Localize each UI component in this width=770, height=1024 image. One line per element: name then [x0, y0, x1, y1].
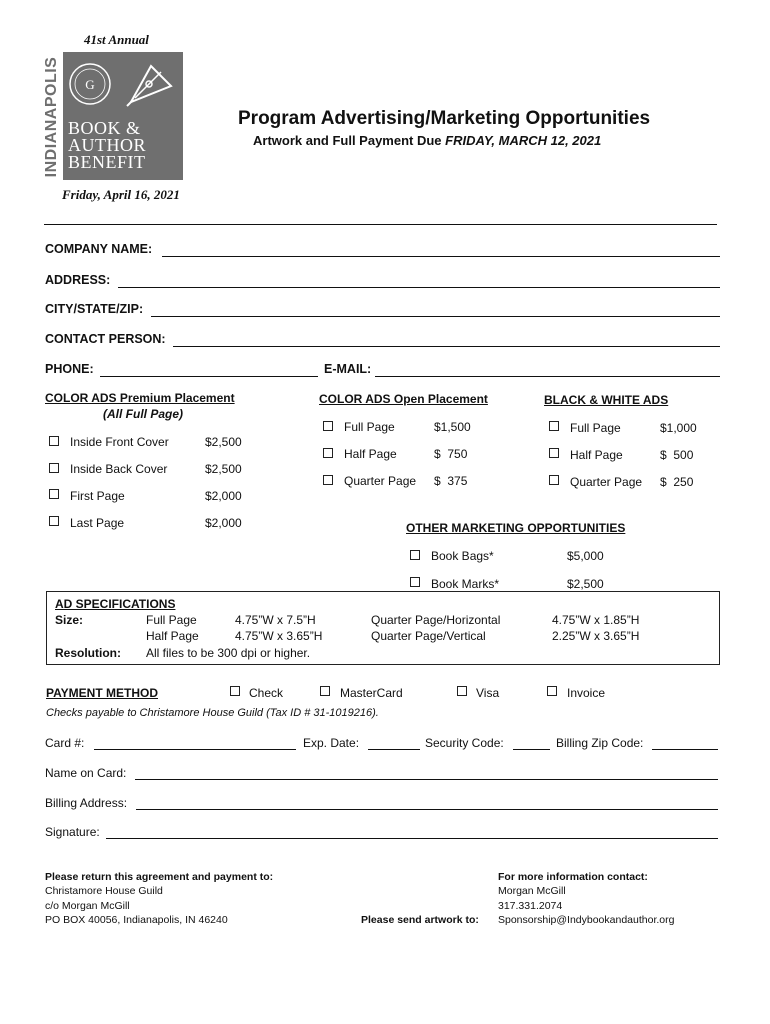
open-item-label: Full Page: [344, 420, 395, 434]
billing-address-field[interactable]: [136, 809, 718, 810]
open-item-price: $ 375: [434, 474, 468, 488]
bw-item-price: $ 250: [660, 475, 694, 489]
premium-item-label: First Page: [70, 489, 125, 503]
logo-text: [68, 120, 180, 171]
premium-inside-back-checkbox[interactable]: [49, 463, 59, 473]
exp-date-label: Exp. Date:: [303, 736, 360, 750]
bw-item-label: Quarter Page: [570, 475, 643, 489]
payment-heading: PAYMENT METHOD: [46, 686, 159, 700]
specs-qp-vertical-dim: 2.25”W x 3.65”H: [552, 629, 640, 643]
other-heading: OTHER MARKETING OPPORTUNITIES: [406, 521, 626, 535]
return-line-2: c/o Morgan McGill: [45, 900, 130, 912]
other-item-price: $2,500: [567, 577, 604, 591]
other-item-label: Book Bags*: [431, 549, 494, 563]
specs-half-page-dim: 4.75”W x 3.65”H: [235, 629, 323, 643]
bw-item-price: $1,000: [660, 421, 697, 435]
logo-city-text: INDIANAPOLIS: [43, 56, 60, 178]
bw-half-page-checkbox[interactable]: [549, 448, 559, 458]
payment-option-mastercard: MasterCard: [340, 686, 403, 700]
signature-label: Signature:: [45, 825, 100, 839]
card-number-field[interactable]: [94, 749, 296, 750]
address-label: ADDRESS:: [45, 273, 111, 287]
premium-item-price: $2,000: [205, 489, 242, 503]
signature-field[interactable]: [106, 838, 718, 839]
invoice-checkbox[interactable]: [547, 686, 557, 696]
company-label: COMPANY NAME:: [45, 242, 153, 256]
seal-icon: [68, 62, 112, 106]
logo-line-1: BOOK &: [68, 118, 141, 138]
premium-subheading: (All Full Page): [103, 407, 184, 421]
bw-item-price: $ 500: [660, 448, 694, 462]
info-email: Sponsorship@Indybookandauthor.org: [498, 914, 675, 926]
email-label: E-MAIL:: [324, 362, 372, 376]
address-field[interactable]: [118, 287, 720, 288]
logo-line-3: BENEFIT: [68, 152, 146, 172]
specs-half-page: Half Page: [146, 629, 199, 643]
premium-item-label: Last Page: [70, 516, 125, 530]
open-item-price: $1,500: [434, 420, 471, 434]
specs-qp-horizontal: Quarter Page/Horizontal: [371, 613, 501, 627]
book-bags-checkbox[interactable]: [410, 550, 420, 560]
premium-heading: COLOR ADS Premium Placement: [45, 391, 235, 405]
card-label: Card #:: [45, 736, 85, 750]
send-artwork-label: Please send artwork to:: [361, 914, 479, 926]
open-heading: COLOR ADS Open Placement: [319, 392, 488, 406]
bw-heading: BLACK & WHITE ADS: [544, 393, 669, 407]
billing-zip-label: Billing Zip Code:: [556, 736, 644, 750]
logo-line-2: AUTHOR: [68, 135, 146, 155]
phone-label: PHONE:: [45, 362, 94, 376]
open-item-label: Half Page: [344, 447, 397, 461]
payment-option-visa: Visa: [476, 686, 500, 700]
page-subtitle: [253, 133, 601, 148]
security-code-label: Security Code:: [425, 736, 504, 750]
contact-person-label: CONTACT PERSON:: [45, 332, 166, 346]
specs-full-page: Full Page: [146, 613, 197, 627]
specs-size-label: Size:: [55, 613, 84, 627]
email-field[interactable]: [375, 376, 720, 377]
other-item-label: Book Marks*: [431, 577, 500, 591]
info-heading: For more information contact:: [498, 871, 648, 883]
specs-heading: AD SPECIFICATIONS: [55, 597, 176, 611]
open-item-price: $ 750: [434, 447, 468, 461]
event-date: Friday, April 16, 2021: [62, 187, 180, 202]
subtitle-prefix: Artwork and Full Payment Due: [253, 133, 446, 148]
return-line-1: Christamore House Guild: [45, 885, 163, 897]
premium-last-page-checkbox[interactable]: [49, 516, 59, 526]
premium-item-price: $2,000: [205, 516, 242, 530]
premium-item-price: $2,500: [205, 435, 242, 449]
payment-option-check: Check: [249, 686, 284, 700]
specs-qp-vertical: Quarter Page/Vertical: [371, 629, 486, 643]
contact-person-field[interactable]: [173, 346, 720, 347]
annual-label: 41st Annual: [84, 32, 149, 47]
due-date: FRIDAY, MARCH 12, 2021: [445, 133, 602, 148]
open-full-page-checkbox[interactable]: [323, 421, 333, 431]
bw-full-page-checkbox[interactable]: [549, 421, 559, 431]
company-field[interactable]: [162, 256, 720, 257]
open-item-label: Quarter Page: [344, 474, 417, 488]
premium-item-price: $2,500: [205, 462, 242, 476]
bw-item-label: Half Page: [570, 448, 623, 462]
premium-item-label: Inside Front Cover: [70, 435, 169, 449]
info-name: Morgan McGill: [498, 885, 566, 897]
svg-text:G: G: [85, 77, 95, 92]
other-item-price: $5,000: [567, 549, 604, 563]
premium-item-label: Inside Back Cover: [70, 462, 168, 476]
info-phone: 317.331.2074: [498, 900, 563, 912]
security-code-field[interactable]: [513, 749, 550, 750]
city-field[interactable]: [151, 316, 720, 317]
name-on-card-field[interactable]: [135, 779, 718, 780]
bw-item-label: Full Page: [570, 421, 621, 435]
pen-nib-icon: [121, 56, 177, 112]
specs-qp-horizontal-dim: 4.75”W x 1.85”H: [552, 613, 640, 627]
page-title: Program Advertising/Marketing Opportunities: [238, 108, 651, 129]
exp-date-field[interactable]: [368, 749, 420, 750]
name-on-card-label: Name on Card:: [45, 766, 127, 780]
logo-city-vertical: [43, 52, 61, 182]
billing-zip-field[interactable]: [652, 749, 718, 750]
specs-resolution: All files to be 300 dpi or higher.: [146, 646, 311, 660]
mastercard-checkbox[interactable]: [320, 686, 330, 696]
check-checkbox[interactable]: [230, 686, 240, 696]
specs-resolution-label: Resolution:: [55, 646, 121, 660]
premium-inside-front-checkbox[interactable]: [49, 436, 59, 446]
book-marks-checkbox[interactable]: [410, 577, 420, 587]
payment-note: Checks payable to Christamore House Guild (Tax ID # 31-1019216).: [46, 707, 379, 719]
return-line-3: PO BOX 40056, Indianapolis, IN 46240: [45, 914, 228, 926]
header-divider: [44, 224, 717, 225]
open-half-page-checkbox[interactable]: [323, 448, 333, 458]
city-label: CITY/STATE/ZIP:: [45, 302, 144, 316]
bw-quarter-page-checkbox[interactable]: [549, 475, 559, 485]
open-quarter-page-checkbox[interactable]: [323, 475, 333, 485]
billing-address-label: Billing Address:: [45, 796, 128, 810]
specs-full-page-dim: 4.75”W x 7.5”H: [235, 613, 316, 627]
payment-option-invoice: Invoice: [567, 686, 606, 700]
phone-field[interactable]: [100, 376, 318, 377]
visa-checkbox[interactable]: [457, 686, 467, 696]
premium-first-page-checkbox[interactable]: [49, 489, 59, 499]
return-heading: Please return this agreement and payment to:: [45, 871, 274, 883]
